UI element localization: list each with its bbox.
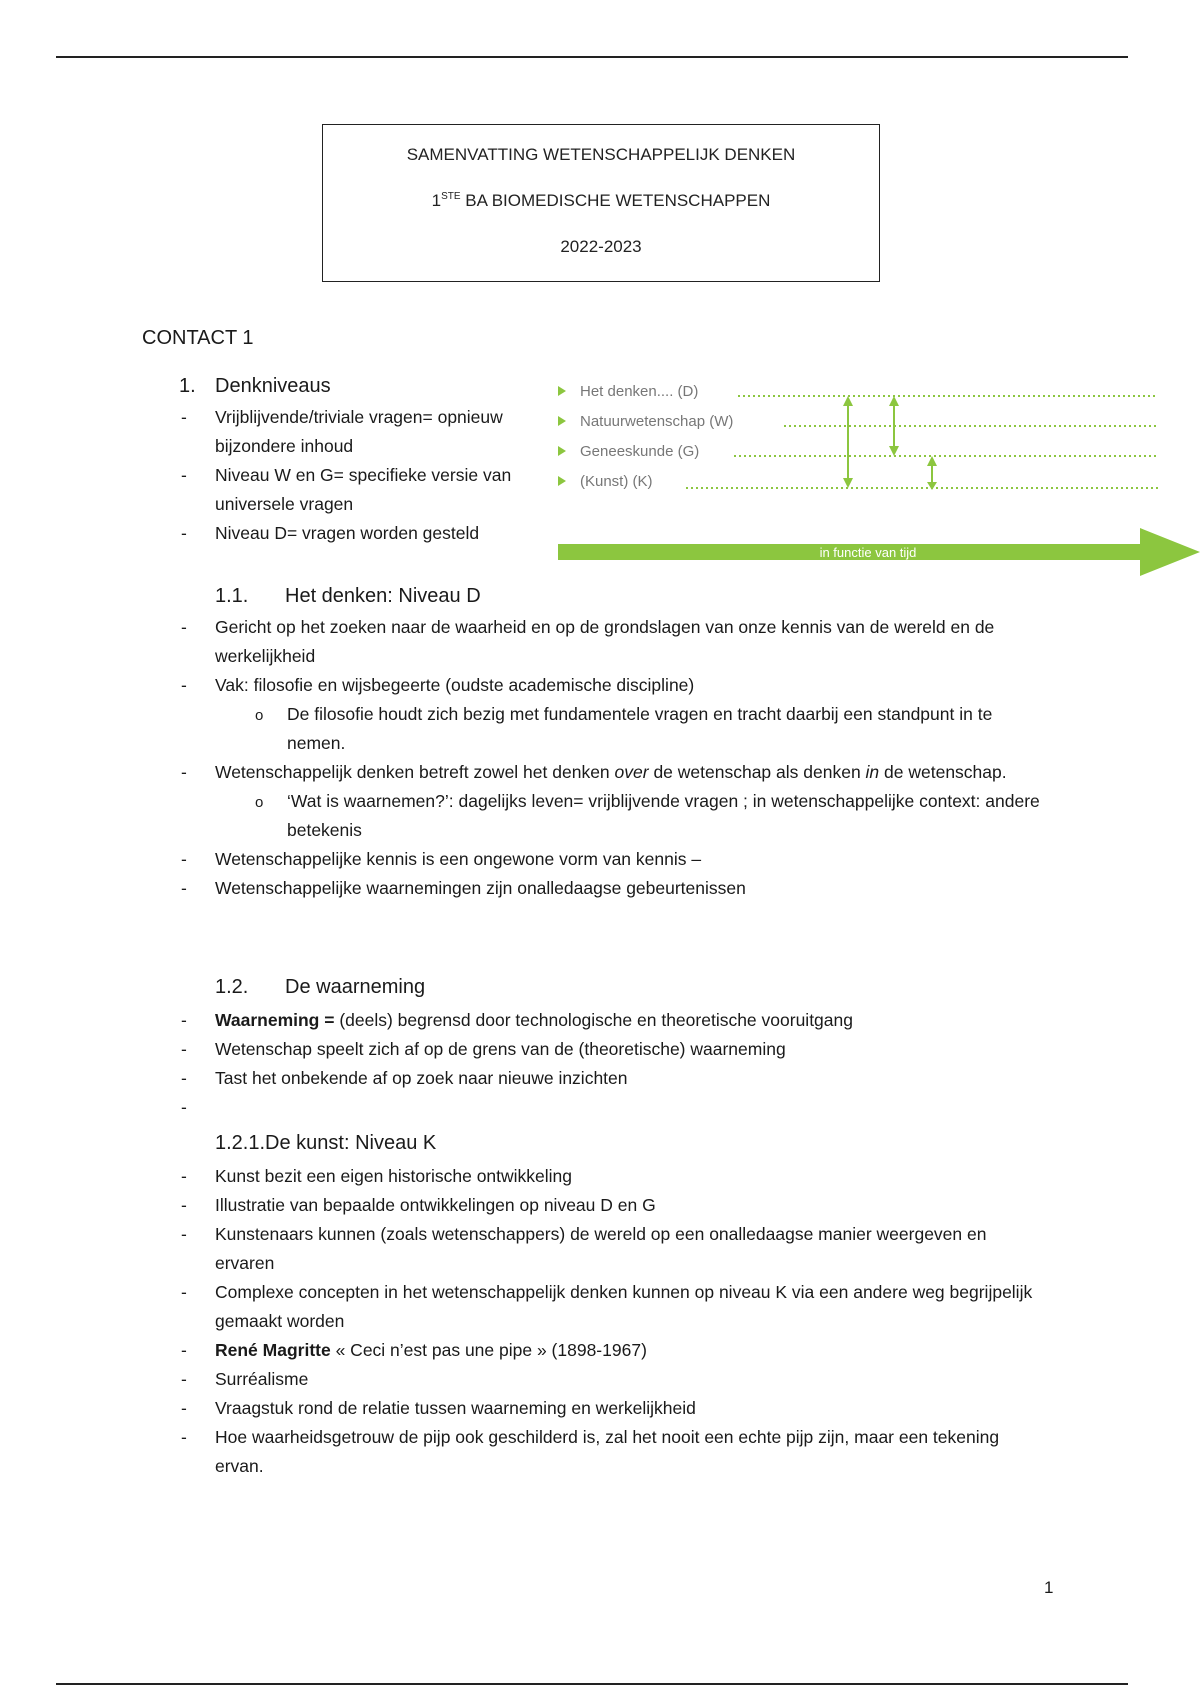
footer-rule <box>56 1683 1128 1685</box>
list-item: - Gericht op het zoeken naar de waarheid en op de grondslagen van onze kennis van de wereld en de werkelijkheid <box>215 613 1045 671</box>
sub-list-item: o ‘Wat is waarnemen?’: dagelijks leven= vrijblijvende vragen ; in wetenschappelijke context: andere betekenis <box>287 787 1045 845</box>
document-title: SAMENVATTING WETENSCHAPPELIJK DENKEN <box>406 145 796 164</box>
list-item: - Tast het onbekende af op zoek naar nieuwe inzichten <box>215 1064 1045 1093</box>
list-item: - Vrijblijvende/triviale vragen= opnieuw bijzondere inhoud <box>215 403 535 461</box>
contact-heading: CONTACT 1 <box>142 327 254 349</box>
empty-list-item <box>215 1093 1045 1122</box>
level-label-w: Natuurwetenschap (W) <box>580 413 734 430</box>
list-item: - Kunst bezit een eigen historische ontwikkeling <box>215 1162 1045 1191</box>
header-rule <box>56 56 1128 58</box>
list-item: - René Magritte « Ceci n’est pas une pipe » (1898-1967) <box>215 1336 1045 1365</box>
level-marker-icon <box>558 416 566 426</box>
section-1-2-heading: 1.2. De waarneming <box>215 976 426 998</box>
levels-diagram <box>558 380 1200 580</box>
list-item: - Niveau D= vragen worden gesteld <box>215 519 535 548</box>
list-item: - Wetenschappelijk denken betreft zowel het denken over de wetenschap als denken in de wetenschap. o ‘Wat is waarnemen?’: dagelijks leven= vrijblijvende vragen ; in wetenschappelijke context: andere betekenis <box>215 758 1045 845</box>
level-label-g: Geneeskunde (G) <box>580 443 700 460</box>
level-marker-icon <box>558 476 566 486</box>
list-item: - Hoe waarheidsgetrouw de pijp ook geschilderd is, zal het nooit een echte pijp zijn, maar een tekening ervan. <box>215 1423 1045 1481</box>
level-marker-icon <box>558 446 566 456</box>
list-item: - Vraagstuk rond de relatie tussen waarneming en werkelijkheid <box>215 1394 1045 1423</box>
list-item: - Niveau W en G= specifieke versie van universele vragen <box>215 461 535 519</box>
title-box <box>322 124 880 282</box>
course-line: 1STE BA BIOMEDISCHE WETENSCHAPPEN <box>431 191 771 210</box>
list-item: - Wetenschappelijke waarnemingen zijn onalledaagse gebeurtenissen <box>215 874 1045 903</box>
list-item: - Wetenschap speelt zich af op de grens van de (theoretische) waarneming <box>215 1035 1045 1064</box>
sub-list-item: o De filosofie houdt zich bezig met fundamentele vragen en tracht daarbij een standpunt in te nemen. <box>287 700 1045 758</box>
list-item: - Wetenschappelijke kennis is een ongewone vorm van kennis – <box>215 845 1045 874</box>
level-marker-icon <box>558 386 566 396</box>
time-arrow-label: in functie van tijd <box>819 545 917 560</box>
list-item: - Illustratie van bepaalde ontwikkelingen op niveau D en G <box>215 1191 1045 1220</box>
list-item: - Kunstenaars kunnen (zoals wetenschappers) de wereld op een onalledaagse manier weergeven en ervaren <box>215 1220 1045 1278</box>
section-1-1-heading: 1.1. Het denken: Niveau D <box>215 585 481 607</box>
section-1-2-list <box>215 1006 1045 1122</box>
section-1-2-1-heading: 1.2.1.De kunst: Niveau K <box>215 1132 437 1154</box>
list-item: - Complexe concepten in het wetenschappelijk denken kunnen op niveau K via een andere weg begrijpelijk gemaakt worden <box>215 1278 1045 1336</box>
list-item: - Vak: filosofie en wijsbegeerte (oudste academische discipline) o De filosofie houdt zich bezig met fundamentele vragen en tracht daarbij een standpunt in te nemen. <box>215 671 1045 758</box>
academic-year: 2022-2023 <box>560 237 642 256</box>
list-item: - Waarneming = (deels) begrensd door technologische en theoretische vooruitgang <box>215 1006 1045 1035</box>
page-number: 1 <box>1044 1578 1054 1597</box>
level-label-d: Het denken.... (D) <box>580 383 699 400</box>
section-1-1-list <box>215 613 1045 903</box>
level-label-k: (Kunst) (K) <box>580 473 653 490</box>
section-1-heading: 1. Denkniveaus <box>179 375 331 397</box>
section-1-2-1-list <box>215 1162 1045 1481</box>
section-1-list <box>215 403 535 548</box>
list-item: - Surréalisme <box>215 1365 1045 1394</box>
